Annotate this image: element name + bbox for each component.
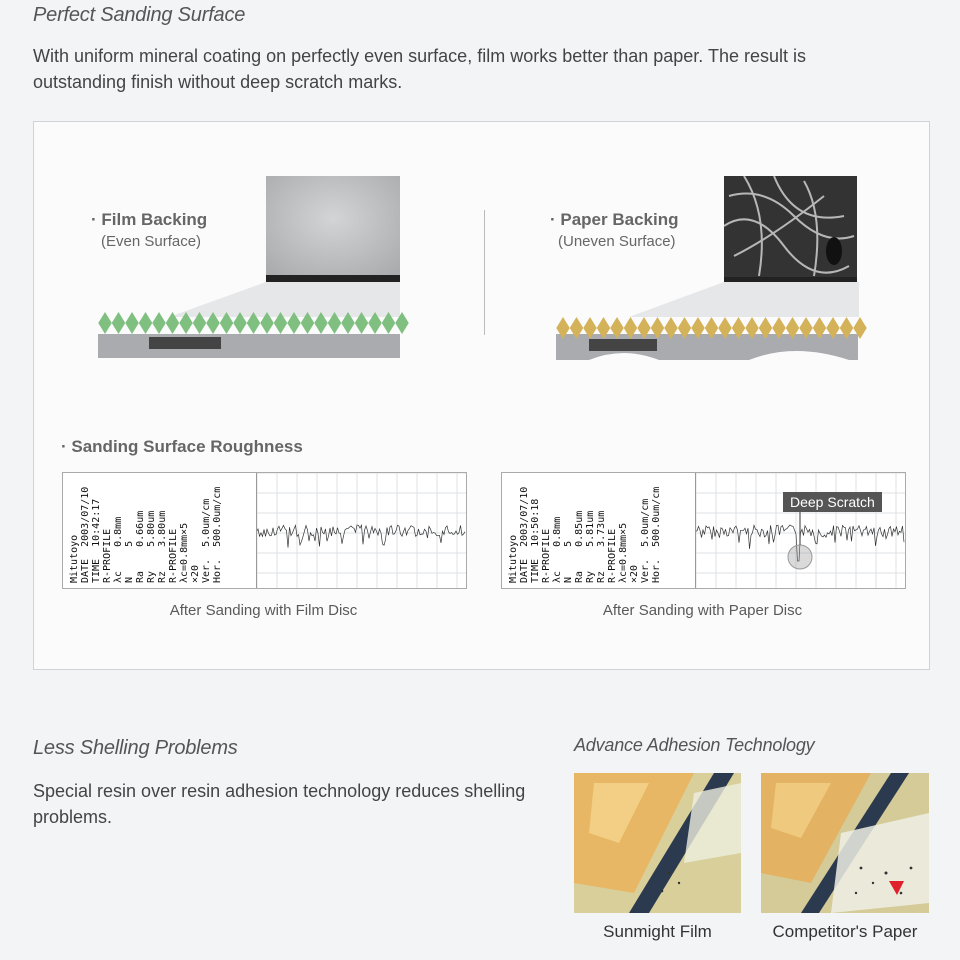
comparison-panel: [33, 121, 930, 670]
sunmight-film-photo: [574, 773, 741, 913]
section-heading-perfect-sanding: Perfect Sanding Surface: [33, 4, 246, 26]
section-body-perfect-sanding: With uniform mineral coating on perfectly even surface, film works better than paper. The result is outstanding finish without deep scratch marks.: [33, 46, 807, 92]
paper-chart-caption: After Sanding with Paper Disc: [602, 602, 803, 619]
film-backing-subtitle: (Even Surface): [101, 233, 202, 250]
paper-backing-title: · Paper Backing: [550, 210, 679, 229]
paper-micrograph: [724, 176, 857, 284]
paper-cross-section-diagram: [549, 272, 869, 362]
section-body-less-shelling: Special resin over resin adhesion technology reduces shelling problems.: [33, 781, 526, 827]
film-chart-meta: Mitutoyo DATE 2003/07/10 TIME 10:42:17 R-PROFILE λc 0.8mm N 5 Ra 0.66um Ry 5.80um Rz 3.80um R-PROFILE λc=0.8mm×5 ×20 Ver. 5.0um/cm Hor. 500.0um/cm: [69, 486, 223, 583]
roughness-trace: [257, 525, 465, 548]
section-heading-less-shelling: Less Shelling Problems: [33, 737, 238, 759]
film-cross-section-diagram: [89, 272, 409, 362]
grit-particle: [152, 312, 166, 334]
paper-backing-subtitle: (Uneven Surface): [558, 233, 676, 250]
film-chart-caption: After Sanding with Film Disc: [169, 602, 358, 619]
roughness-title: · Sanding Surface Roughness: [61, 437, 303, 456]
film-backing-title: · Film Backing: [91, 210, 208, 229]
grit-particle: [139, 312, 153, 334]
film-micrograph: [266, 176, 400, 282]
grit-particle: [98, 312, 112, 334]
paper-roughness-chart: [501, 472, 906, 589]
sunmight-film-caption: Sunmight Film: [603, 922, 712, 941]
competitor-paper-caption: Competitor's Paper: [772, 922, 918, 941]
deep-scratch-label: Deep Scratch: [783, 492, 882, 512]
grit-particle: [112, 312, 126, 334]
competitor-paper-photo: [761, 773, 929, 913]
film-roughness-chart: [62, 472, 467, 589]
deep-scratch-highlight: [788, 545, 812, 569]
divider: [484, 210, 485, 335]
grit-particle: [125, 312, 139, 334]
adhesion-heading: Advance Adhesion Technology: [574, 735, 815, 755]
paper-chart-meta: Mitutoyo DATE 2003/07/10 TIME 10:50:18 R-PROFILE λc 0.8mm N 5 Ra 0.85um Ry 5.81um Rz 3.73um R-PROFILE λc=0.8mm×5 ×20 Ver. 5.0um/cm Hor. 500.0um/cm: [508, 486, 662, 583]
